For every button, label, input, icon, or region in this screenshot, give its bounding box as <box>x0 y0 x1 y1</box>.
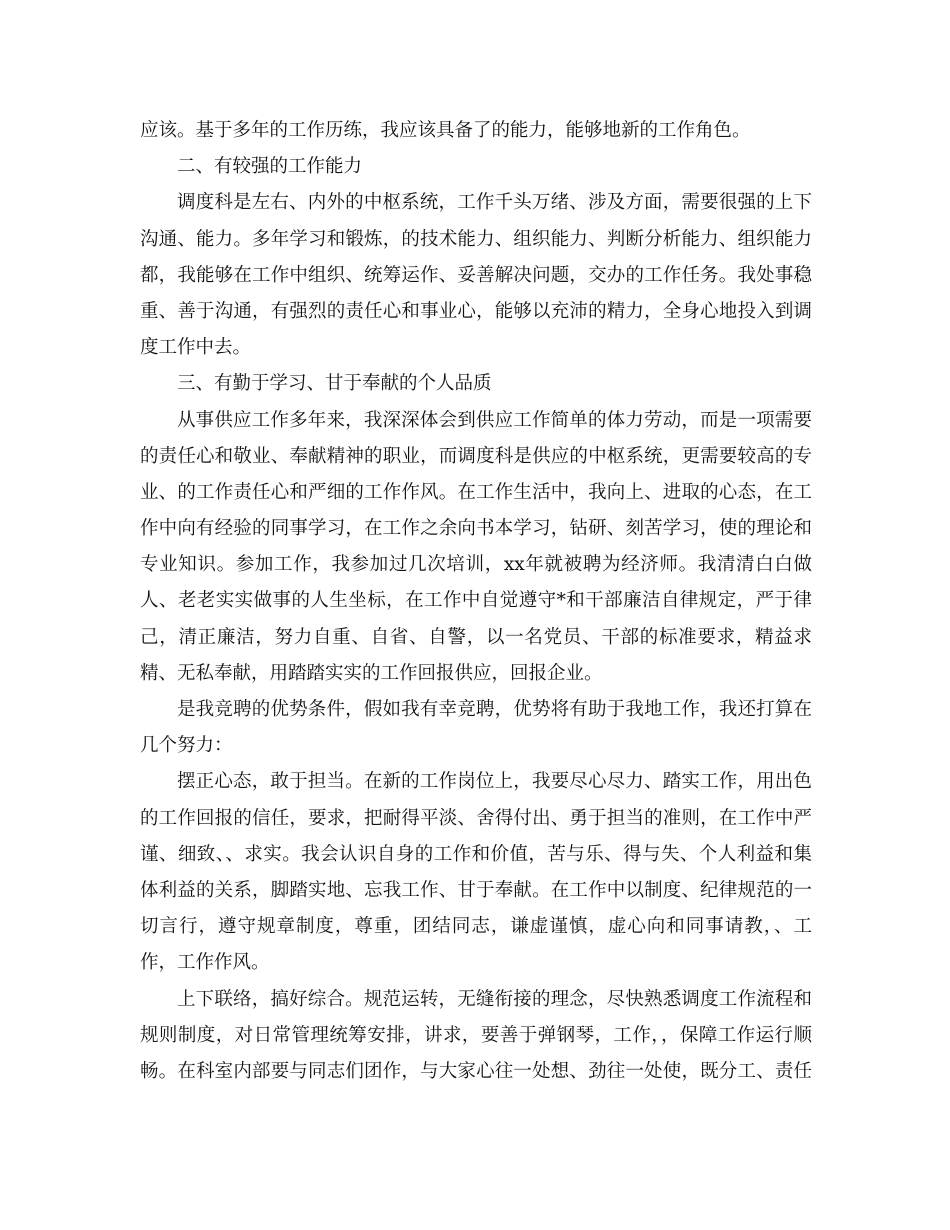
text-line: 作中向有经验的同事学习，在工作之余向书本学习，钻研、刻苦学习，使的理论和 <box>140 518 812 540</box>
text-line: 调度科是左右、内外的中枢系统，工作千头万绪、涉及方面，需要很强的上下 <box>177 192 812 214</box>
text-line: 沟通、能力。多年学习和锻炼，的技术能力、组织能力、判断分析能力、组织能力 <box>140 228 812 250</box>
text-line: 从事供应工作多年来，我深深体会到供应工作简单的体力劳动，而是一项需要 <box>177 409 812 431</box>
text-line: 作，工作作风。 <box>140 952 270 974</box>
text-line: 都，我能够在工作中组织、统筹运作、妥善解决问题，交办的工作任务。我处事稳 <box>140 264 812 286</box>
text-line: 几个努力： <box>140 735 233 757</box>
text-line: 的责任心和敬业、奉献精神的职业，而调度科是供应的中枢系统，更需要较高的专 <box>140 445 812 467</box>
text-line: 专业知识。参加工作，我参加过几次培训，xx年就被聘为经济师。我清清白白做 <box>140 554 812 576</box>
text-line: 上下联络，搞好综合。规范运转，无缝衔接的理念，尽快熟悉调度工作流程和 <box>177 988 812 1010</box>
text-line: 规则制度，对日常管理统筹安排，讲求，要善于弹钢琴，工作，，保障工作运行顺 <box>140 1024 812 1046</box>
text-line: 人、老老实实做事的人生坐标，在工作中自觉遵守*和干部廉洁自律规定，严于律 <box>140 590 812 612</box>
text-line: 应该。基于多年的工作历练，我应该具备了的能力，能够地新的工作角色。 <box>140 120 751 141</box>
text-line: 精、无私奉献，用踏踏实实的工作回报供应，回报企业。 <box>140 662 603 684</box>
text-line: 的工作回报的信任，要求，把耐得平淡、舍得付出、勇于担当的准则，在工作中严 <box>140 807 812 829</box>
text-line: 谨、细致、、求实。我会认识自身的工作和价值，苦与乐、得与失、个人利益和集 <box>140 843 812 865</box>
text-line: 三、有勤于学习、甘于奉献的个人品质 <box>177 373 492 395</box>
text-line: 体利益的关系，脚踏实地、忘我工作、甘于奉献。在工作中以制度、纪律规范的一 <box>140 879 812 901</box>
text-line: 摆正心态，敢于担当。在新的工作岗位上，我要尽心尽力、踏实工作，用出色 <box>177 771 812 793</box>
text-line: 二、有较强的工作能力 <box>177 156 363 178</box>
document-body <box>140 113 812 1090</box>
text-line: 业、的工作责任心和严细的工作作风。在工作生活中，我向上、进取的心态，在工 <box>140 481 812 503</box>
text-line: 度工作中去。 <box>140 337 252 359</box>
text-line: 畅。在科室内部要与同志们团作，与大家心往一处想、劲往一处使，既分工、责任 <box>140 1060 812 1082</box>
text-line: 己，清正廉洁，努力自重、自省、自警，以一名党员、干部的标准要求，精益求 <box>140 626 812 648</box>
text-line: 重、善于沟通，有强烈的责任心和事业心，能够以充沛的精力，全身心地投入到调 <box>140 300 812 322</box>
text-line: 切言行，遵守规章制度，尊重，团结同志，谦虚谨慎，虚心向和同事请教，、工 <box>140 916 812 938</box>
text-line: 是我竞聘的优势条件，假如我有幸竞聘，优势将有助于我地工作，我还打算在 <box>177 699 812 720</box>
